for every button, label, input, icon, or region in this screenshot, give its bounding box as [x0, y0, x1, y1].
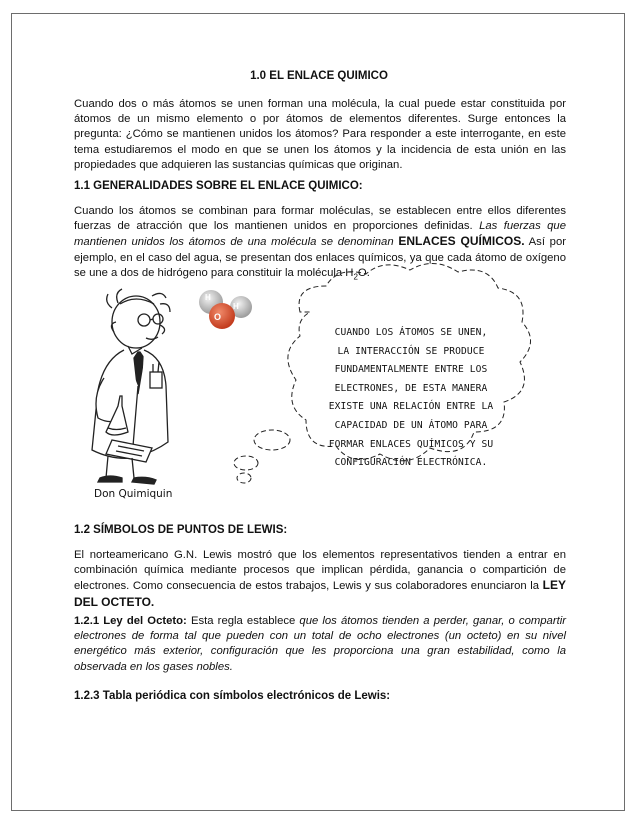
enlaces-quimicos-term: ENLACES QUÍMICOS. [398, 234, 525, 249]
bubble-line: CAPACIDAD DE UN ÁTOMO PARA [334, 419, 488, 431]
illustration-caption: Don Quimiquin [94, 488, 173, 500]
bubble-line: FUNDAMENTALMENTE ENTRE LOS [334, 364, 488, 376]
bubble-line: EXISTE UNA RELACIÓN ENTRE LA [328, 401, 494, 413]
bubble-line: ELECTRONES, DE ESTA MANERA [334, 382, 488, 394]
section-1-2-1-label: 1.2.1 Ley del Octeto: [74, 615, 187, 627]
document-title: 1.0 EL ENLACE QUIMICO [250, 70, 388, 82]
thought-bubble-text [295, 324, 527, 473]
intro-paragraph: Cuando dos o más átomos se unen forman una molécula, la cual puede estar constituida por átomos de un mismo elemento o por átomos de elementos diferentes. Surge entonces la pregunta: ¿Cómo se mantienen unidos los átomos? Para responder a este interrogante, en este tema estudiaremos el modo en que se unen los átomos y la incidencia de esta unión en las propiedades que adquieren las sustancias químicas que originan. [74, 98, 566, 171]
bubble-line: FORMAR ENLACES QUÍMICOS Y SU [328, 438, 494, 450]
bubble-line: CUANDO LOS ÁTOMOS SE UNEN, [334, 327, 488, 338]
bubble-line: LA INTERACCIÓN SE PRODUCE [337, 345, 485, 357]
section-1-1-text-part2: Así por ejemplo, en el caso del agua, se presentan dos enlaces químicos, ya que cada átomo de oxígeno se une a dos de hidrógeno para constituir la molécula H [74, 236, 566, 279]
scientist-illustration [92, 289, 170, 484]
section-1-1-heading: 1.1 GENERALIDADES SOBRE EL ENLACE QUIMICO: [74, 180, 363, 192]
hydrogen-right-label: H [233, 302, 239, 311]
water-molecule-illustration [199, 290, 252, 329]
section-1-2-paragraph [74, 548, 566, 611]
section-1-2-1-italic: que los átomos tienden a perder, ganar, o compartir electrones de forma tal que pueden con un total de ocho electrones (un octeto) en su nivel energético más exterior, configuración que les proporciona una gran estabilidad, como la observada en los gases nobles. [74, 615, 567, 673]
oxygen-label: O [214, 312, 222, 322]
oxygen-atom [209, 303, 235, 329]
ley-del-octeto-term: LEY DEL OCTETO. [74, 578, 566, 609]
section-1-2-1-paragraph [74, 614, 566, 675]
hydrogen-left-label: H [205, 293, 211, 302]
section-1-2-1-text: Esta regla establece [186, 615, 300, 627]
section-1-1-italic: Las fuerzas que mantienen unidos los átomos de una molécula se denominan [74, 220, 566, 249]
section-1-1-text-part1: Cuando los átomos se combinan para formar moléculas, se establecen entre ellos diferentes fuerzas de atracción que los mantienen unidos en proporciones definidas. [74, 205, 566, 233]
section-1-2-heading: 1.2 SÍMBOLOS DE PUNTOS DE LEWIS: [74, 524, 288, 536]
water-subscript: 2 [353, 272, 358, 282]
section-1-1-text-part3: O. [357, 266, 370, 279]
section-1-2-text: El norteamericano G.N. Lewis mostró que los elementos representativos tienden a entrar en combinación química mediante procesos que implican pérdida, ganancia o compartición de electrones. Como consecuencia de estos trabajos, Lewis y sus colaboradores enunciaron la [74, 549, 566, 593]
section-1-2-3-heading: 1.2.3 Tabla periódica con símbolos electrónicos de Lewis: [74, 690, 391, 702]
bubble-line: CONFIGURACIÓN ELECTRÓNICA. [334, 457, 488, 469]
